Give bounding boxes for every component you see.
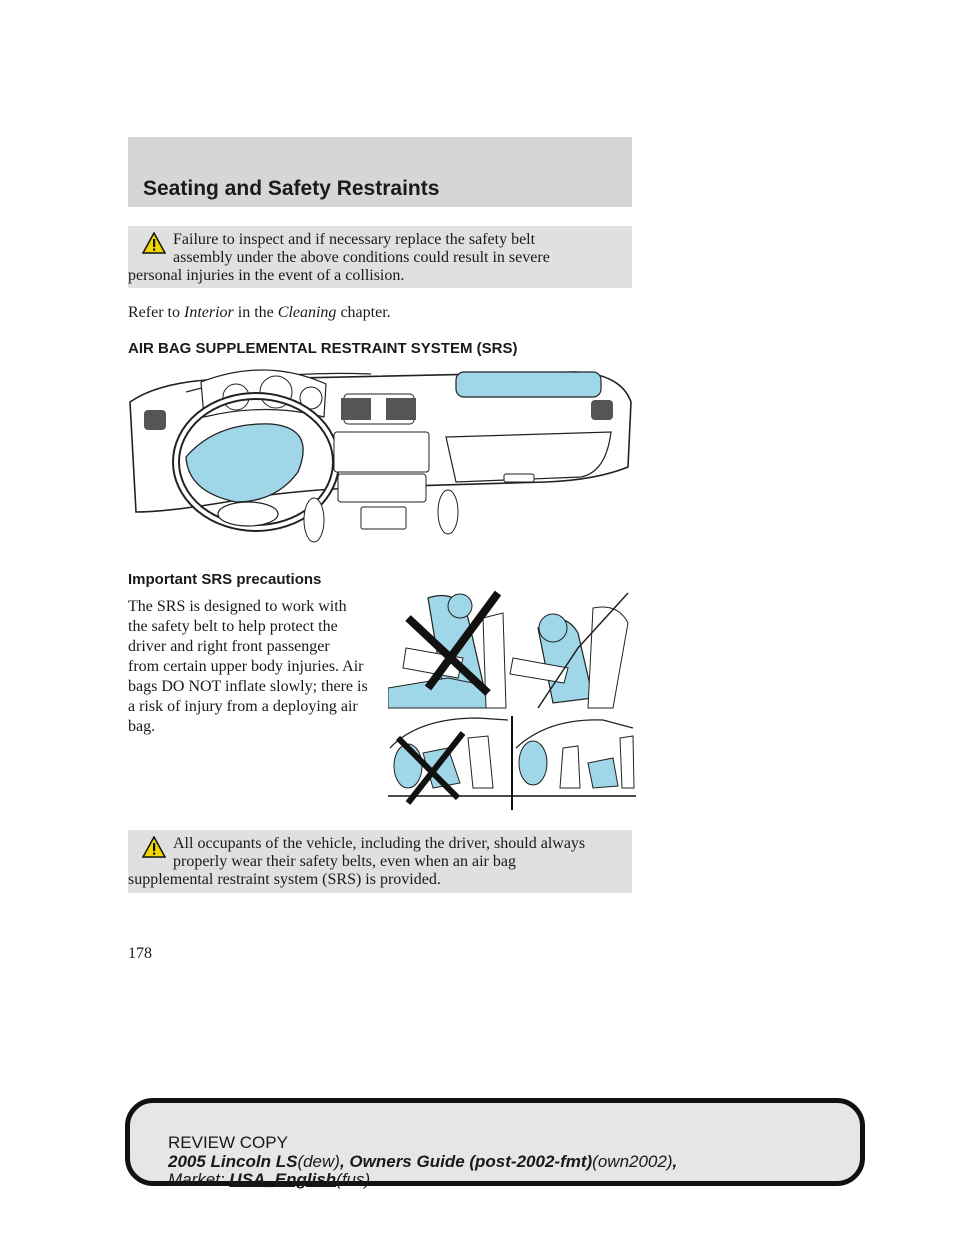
page-number: 178: [128, 945, 152, 962]
refer-cleaning: Cleaning: [277, 304, 337, 321]
footer-market: USA_English: [229, 1170, 337, 1189]
incorrect-seating-figure: [388, 593, 506, 708]
body-line: driver and right front passenger: [128, 638, 330, 655]
footer-model-line: [168, 1152, 677, 1171]
section-heading: AIR BAG SUPPLEMENTAL RESTRAINT SYSTEM (SRS): [128, 340, 518, 357]
footer-market-line: [168, 1170, 370, 1189]
footer-guide-code: (own2002): [592, 1152, 673, 1171]
footer-guide: Owners Guide (post-2002-fmt): [349, 1152, 593, 1171]
warning-line: All occupants of the vehicle, including the driver, should always: [173, 835, 586, 852]
srs-body-paragraph: [128, 597, 368, 737]
footer-comma: ,: [672, 1152, 678, 1171]
body-line: bags DO NOT inflate slowly; there is: [128, 678, 368, 695]
footer-market-label: Market:: [168, 1170, 225, 1189]
occupant-airbag-illustration: [388, 588, 636, 810]
warning-triangle-icon: [142, 836, 166, 858]
body-line: from certain upper body injuries. Air: [128, 658, 364, 675]
warning-triangle-icon: [142, 232, 166, 254]
child-seat-front-incorrect: [390, 718, 508, 803]
child-seat-rear-correct: [516, 720, 634, 788]
refer-paragraph: [128, 303, 391, 323]
warning-line: supplemental restraint system (SRS) is provided.: [128, 871, 441, 888]
srs-precautions-heading: Important SRS precautions: [128, 571, 322, 588]
dashboard-airbag-illustration: [126, 362, 636, 557]
passenger-airbag: [456, 372, 601, 397]
section-header-band: [128, 137, 632, 207]
refer-interior: Interior: [183, 304, 234, 321]
warning-line: assembly under the above conditions could result in severe: [173, 249, 550, 266]
warning-box-inspect: [128, 226, 632, 288]
footer-model: 2005 Lincoln LS: [168, 1152, 298, 1171]
warning-line: properly wear their safety belts, even when an air bag: [173, 853, 516, 870]
refer-middle: in the: [237, 304, 274, 321]
warning-box-occupants: [128, 830, 632, 893]
body-line: the safety belt to help protect the: [128, 618, 338, 635]
review-copy-label: REVIEW COPY: [168, 1133, 288, 1152]
warning-line: Failure to inspect and if necessary replace the safety belt: [173, 231, 536, 248]
body-line: The SRS is designed to work with: [128, 598, 347, 615]
review-copy-footer: [125, 1098, 865, 1189]
footer-model-code: (dew): [297, 1152, 340, 1171]
body-line: a risk of injury from a deploying air: [128, 698, 358, 715]
section-title: Seating and Safety Restraints: [143, 177, 440, 200]
refer-suffix: chapter.: [340, 304, 391, 321]
refer-prefix: Refer to: [128, 304, 180, 321]
body-line: bag.: [128, 718, 156, 735]
correct-seating-figure: [510, 593, 628, 708]
warning-line: personal injuries in the event of a collision.: [128, 267, 405, 284]
footer-market-code: (fus): [336, 1170, 371, 1189]
footer-sep: ,: [339, 1152, 350, 1171]
